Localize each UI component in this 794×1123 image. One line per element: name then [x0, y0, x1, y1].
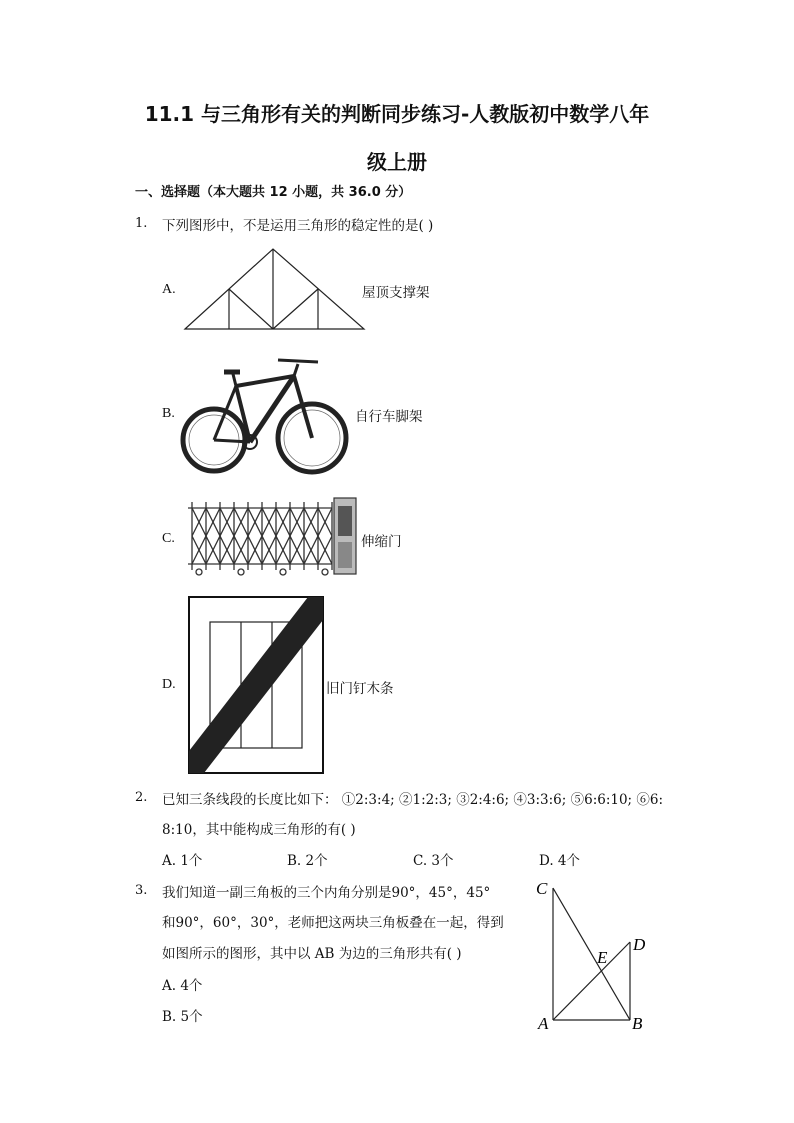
label-a: A: [538, 1014, 549, 1033]
old-door-figure: [188, 596, 326, 776]
q3-line2: 和90°，60°，30°，老师把这两块三角板叠在一起，得到: [162, 915, 504, 931]
label-b: B: [632, 1014, 643, 1033]
telescopic-gate-figure: [184, 494, 360, 578]
roof-truss-figure: [182, 246, 368, 332]
q1-number: 1.: [135, 216, 148, 231]
q3-line1: 我们知道一副三角板的三个内角分别是90°，45°，45°: [162, 885, 491, 901]
triangle-overlap-figure: [530, 872, 660, 1036]
q2-line1: 已知三条线段的长度比如下： ①2:3:4; ②1:2:3; ③2:4:6; ④3:3:6; ⑤6:6:10; ⑥6:: [162, 792, 664, 808]
q2-option-a: A. 1个: [162, 853, 203, 869]
section-heading: 一、选择题（本大题共 12 小题，共 36.0 分）: [135, 185, 412, 200]
q1-option-c-letter: C.: [162, 531, 175, 546]
q3-option-b: B. 5个: [162, 1009, 203, 1025]
q1-option-d-caption: 旧门钉木条: [326, 681, 394, 697]
q3-line3: 如图所示的图形，其中以 AB 为边的三角形共有( ): [162, 946, 462, 962]
q2-option-d: D. 4个: [539, 853, 581, 869]
q1-option-c-caption: 伸缩门: [361, 534, 402, 550]
q2-option-b: B. 2个: [287, 853, 328, 869]
bicycle-figure: [178, 352, 354, 480]
q1-stem: 下列图形中，不是运用三角形的稳定性的是( ): [162, 218, 434, 234]
q2-line2: 8:10，其中能构成三角形的有( ): [162, 822, 356, 838]
label-e: E: [597, 948, 608, 967]
q1-option-b-letter: B.: [162, 406, 175, 421]
doc-title-line1: 11.1 与三角形有关的判断同步练习-人教版初中数学八年: [144, 102, 650, 126]
label-c: C: [536, 879, 548, 898]
q1-option-a-caption: 屋顶支撑架: [362, 285, 430, 301]
doc-title-line2: 级上册: [367, 150, 427, 174]
q1-option-d-letter: D.: [162, 677, 176, 692]
label-d: D: [633, 935, 646, 954]
q3-option-a: A. 4个: [162, 978, 203, 994]
q2-option-c: C. 3个: [413, 853, 454, 869]
q3-number: 3.: [135, 883, 148, 898]
q1-option-a-letter: A.: [162, 282, 176, 297]
q1-option-b-caption: 自行车脚架: [355, 409, 423, 425]
q2-number: 2.: [135, 790, 148, 805]
